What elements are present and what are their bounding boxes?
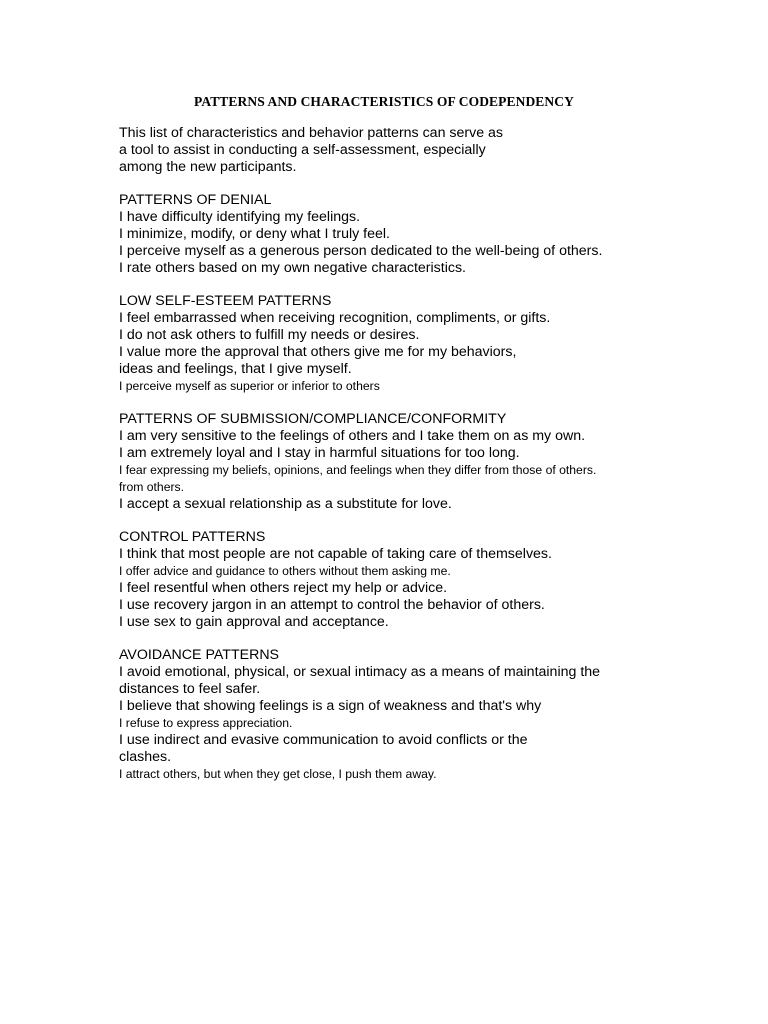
section-line: ideas and feelings, that I give myself.: [119, 361, 352, 377]
section-spacer: [119, 513, 759, 529]
section-line: I use sex to gain approval and acceptance.: [119, 614, 389, 630]
section-line: I feel resentful when others reject my help or advice.: [119, 580, 448, 596]
section-line: I feel embarrassed when receiving recognition, compliments, or gifts.: [119, 310, 551, 326]
section-line: I attract others, but when they get close, I push them away.: [119, 767, 437, 781]
section-block: [119, 647, 759, 783]
section-heading: PATTERNS OF DENIAL: [119, 192, 272, 208]
section-line: I use indirect and evasive communication to avoid conflicts or the: [119, 732, 528, 748]
section-line: I rate others based on my own negative characteristics.: [119, 260, 466, 276]
section-line: distances to feel safer.: [119, 681, 261, 697]
section-line: I am very sensitive to the feelings of others and I take them on as my own.: [119, 428, 586, 444]
section-line: I believe that showing feelings is a sign of weakness and that's why: [119, 698, 542, 714]
section-line: I minimize, modify, or deny what I truly feel.: [119, 226, 390, 242]
section-line: clashes.: [119, 749, 172, 765]
section-line: I fear expressing my beliefs, opinions, and feelings when they differ from those of others.: [119, 463, 597, 477]
section-line: I do not ask others to fulfill my needs or desires.: [119, 327, 420, 343]
section-line: I perceive myself as a generous person dedicated to the well-being of others.: [119, 243, 603, 259]
document-title: PATTERNS AND CHARACTERISTICS OF CODEPENDENCY: [194, 94, 574, 109]
section-line: I value more the approval that others give me for my behaviors,: [119, 344, 517, 360]
section-block: [119, 411, 759, 513]
section-block: [119, 192, 759, 277]
section-line: I offer advice and guidance to others without them asking me.: [119, 564, 451, 578]
section-block: [119, 293, 759, 395]
document-body: [119, 125, 759, 783]
intro-line: a tool to assist in conducting a self-assessment, especially: [119, 142, 486, 158]
section-heading: PATTERNS OF SUBMISSION/COMPLIANCE/CONFORMITY: [119, 411, 507, 427]
section-spacer: [119, 631, 759, 647]
section-line: I avoid emotional, physical, or sexual intimacy as a means of maintaining the: [119, 664, 601, 680]
intro-line: among the new participants.: [119, 159, 297, 175]
section-heading: AVOIDANCE PATTERNS: [119, 647, 280, 663]
section-line: I am extremely loyal and I stay in harmful situations for too long.: [119, 445, 520, 461]
section-spacer: [119, 277, 759, 293]
intro-line: This list of characteristics and behavior patterns can serve as: [119, 125, 504, 141]
section-line: I accept a sexual relationship as a substitute for love.: [119, 496, 452, 512]
section-line: I refuse to express appreciation.: [119, 716, 293, 730]
section-line: from others.: [119, 480, 185, 494]
section-line: I use recovery jargon in an attempt to control the behavior of others.: [119, 597, 545, 613]
section-line: I have difficulty identifying my feelings.: [119, 209, 361, 225]
section-block: [119, 529, 759, 631]
intro-paragraph: [119, 125, 759, 176]
section-heading: LOW SELF-ESTEEM PATTERNS: [119, 293, 332, 309]
section-line: I perceive myself as superior or inferior to others: [119, 379, 380, 393]
section-line: I think that most people are not capable of taking care of themselves.: [119, 546, 552, 562]
section-spacer: [119, 176, 759, 192]
sections-container: [119, 192, 759, 783]
section-heading: CONTROL PATTERNS: [119, 529, 266, 545]
section-spacer: [119, 395, 759, 411]
